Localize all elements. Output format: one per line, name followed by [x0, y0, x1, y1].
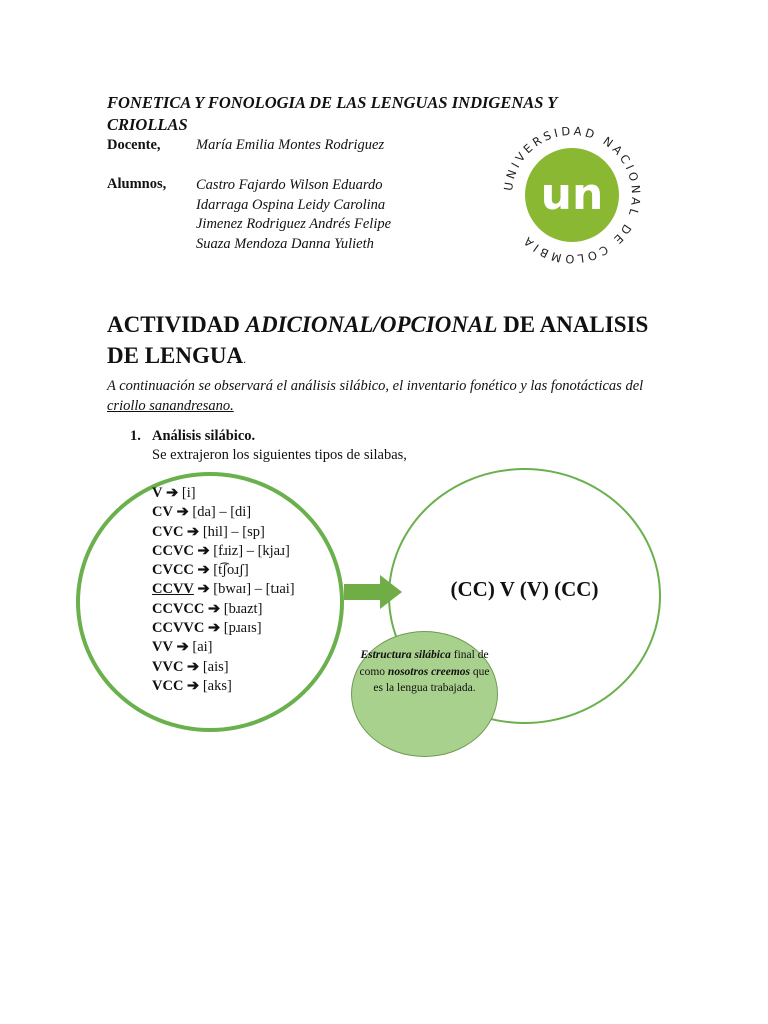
syllable-example: [fɹiz] – [kjaɹ] — [213, 542, 290, 559]
intro-text: A continuación se observará el análisis silábico, el inventario fonético y las fonotácticas del — [107, 378, 644, 394]
arrow-icon: ➔ — [197, 581, 210, 598]
title-part: ACTIVIDAD — [107, 312, 246, 337]
syllable-type: CCVCC — [152, 600, 205, 617]
syllable-formula: (CC) V (V) (CC) — [450, 577, 599, 601]
arrow-icon: ➔ — [166, 485, 179, 501]
intro-paragraph — [107, 377, 677, 416]
section-description: Se extrajeron los siguientes tipos de silabas, — [152, 447, 407, 463]
arrow-icon: ➔ — [187, 523, 200, 540]
syllable-item — [152, 580, 295, 599]
syllable-type: CV — [152, 504, 173, 521]
logo-center-text: un — [540, 169, 604, 220]
syllable-example: [i] — [181, 485, 196, 501]
arrow-icon: ➔ — [197, 542, 210, 559]
arrow-icon: ➔ — [176, 639, 189, 656]
student-name: Jimenez Rodriguez Andrés Felipe — [196, 216, 392, 232]
syllable-item — [152, 503, 295, 522]
syllable-type: VVC — [152, 658, 184, 675]
syllable-type: CCVC — [152, 542, 194, 559]
syllable-example: [ai] — [192, 639, 213, 656]
syllable-type: VV — [152, 639, 173, 656]
course-title: FONETICA Y FONOLOGIA DE LAS LENGUAS INDIGENAS Y CRIOLLAS — [107, 93, 557, 134]
syllable-example: [bɹazt] — [223, 600, 263, 617]
student-name: Suaza Mendoza Danna Yulieth — [196, 235, 374, 252]
syllable-item — [152, 561, 295, 580]
arrow-icon: ➔ — [207, 620, 221, 637]
syllable-item — [152, 484, 295, 503]
arrow-icon: ➔ — [187, 677, 200, 694]
arrow-icon: ➔ — [187, 658, 200, 675]
syllable-item — [152, 600, 295, 619]
syllable-item — [152, 677, 295, 696]
syllable-example: [bwaɪ] – [tɹai] — [213, 581, 295, 598]
syllable-list — [152, 484, 295, 696]
syllable-example: [pɹaɪs] — [223, 620, 262, 637]
syllable-item — [152, 658, 295, 677]
title-part: DE ANALISIS DE LENGUA — [107, 312, 649, 368]
syllable-item — [152, 638, 295, 657]
arrow-icon: ➔ — [176, 504, 189, 521]
students-label: Alumnos, — [107, 176, 167, 192]
syllable-type: CVCC — [152, 562, 194, 579]
syllable-type: CCVV — [152, 581, 194, 598]
teacher-name: María Emilia Montes Rodriguez — [196, 137, 385, 153]
syllable-example: [hil] – [sp] — [202, 523, 265, 540]
university-seal-icon — [497, 120, 647, 270]
section-number: 1. — [130, 428, 141, 444]
syllable-item — [152, 542, 295, 561]
page-title — [107, 309, 667, 375]
syllable-item — [152, 523, 295, 542]
syllable-example: [da] – [di] — [192, 504, 252, 521]
student-name: Idarraga Ospina Leidy Carolina — [196, 196, 386, 213]
note-regular: que es la lengua trabajada. — [373, 665, 490, 694]
syllable-example: [t͡ʃoɹʃ] — [213, 562, 249, 579]
note-bold: nosotros creemos — [387, 665, 471, 678]
syllable-item — [152, 619, 295, 638]
syllable-example: [ais] — [202, 658, 229, 675]
syllable-type: V — [152, 485, 163, 501]
note-regular: final de como — [359, 649, 489, 678]
note-text — [355, 647, 494, 697]
syllable-type: CVC — [152, 523, 184, 540]
arrow-icon: ➔ — [197, 562, 210, 579]
section-title: Análisis silábico. — [152, 428, 256, 444]
syllable-type: VCC — [152, 677, 184, 694]
title-italic-part: ADICIONAL/OPCIONAL — [245, 312, 498, 337]
arrow-icon: ➔ — [207, 600, 221, 617]
university-logo — [497, 120, 647, 270]
syllable-type: CCVVC — [152, 620, 205, 637]
teacher-label: Docente, — [107, 137, 161, 153]
note-bold: Estructura silábica — [360, 649, 451, 661]
title-dot: . — [243, 352, 247, 366]
students-list — [196, 176, 391, 254]
syllable-example: [aks] — [202, 677, 232, 694]
logo-ring-text: UNIVERSIDAD NACIONAL DE COLOMBIA — [500, 123, 644, 267]
student-name: Castro Fajardo Wilson Eduardo — [196, 177, 383, 193]
intro-underlined: criollo sanandresano. — [107, 397, 234, 414]
